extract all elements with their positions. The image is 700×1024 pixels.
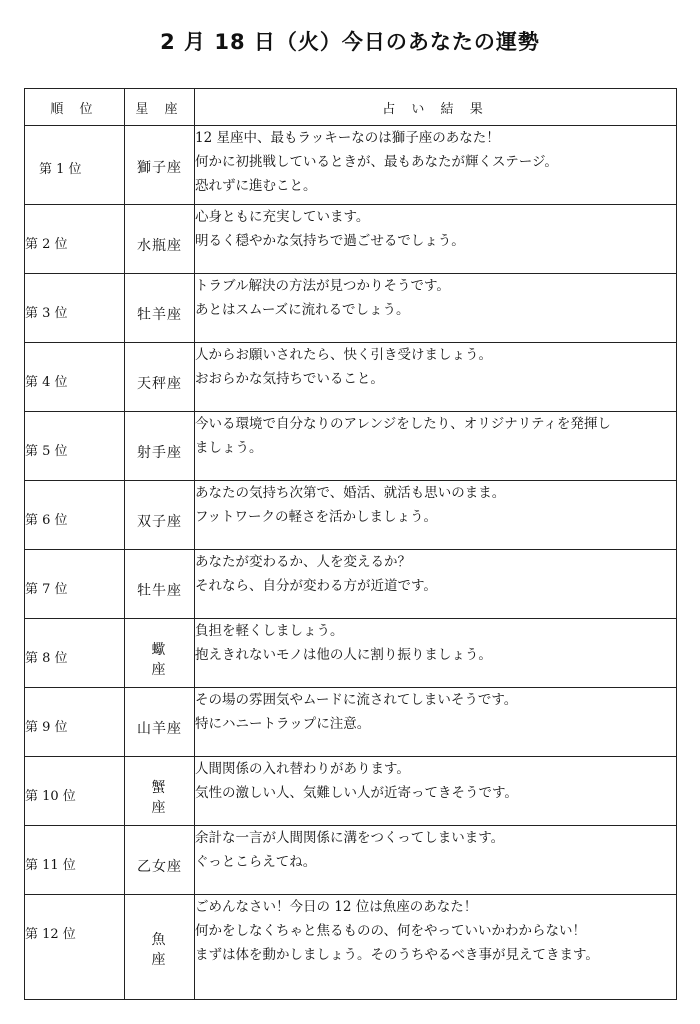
result-cell (195, 126, 677, 205)
sign-cell (125, 205, 195, 274)
sign-cell (125, 619, 195, 688)
result-line: 恐れずに進むこと。 (195, 178, 317, 194)
result-line: 人からお願いされたら、快く引き受けましょう。 (195, 347, 492, 363)
result-line: おおらかな気持ちでいること。 (195, 371, 384, 387)
table-row (25, 895, 677, 1000)
rank-label: 第 11 位 (25, 858, 76, 873)
table-row (25, 688, 677, 757)
rank-cell (25, 895, 125, 1000)
rank-cell (25, 619, 125, 688)
result-line: 人間関係の入れ替わりがあります。 (195, 761, 410, 777)
result-line: ぐっとこらえてね。 (195, 854, 317, 870)
result-cell (195, 481, 677, 550)
rank-cell (25, 205, 125, 274)
result-line: ごめんなさい！今日の 12 位は魚座のあなた！ (195, 899, 478, 915)
rank-cell (25, 274, 125, 343)
result-cell (195, 343, 677, 412)
rank-label: 第 10 位 (25, 789, 76, 804)
table-row (25, 412, 677, 481)
sign-cell (125, 550, 195, 619)
rank-label: 第 5 位 (25, 444, 68, 459)
result-cell (195, 274, 677, 343)
result-cell (195, 688, 677, 757)
rank-label: 第 2 位 (25, 237, 68, 252)
result-line: 今いる環境で自分なりのアレンジをしたり、オリジナリティを発揮し (195, 416, 611, 432)
result-line: 負担を軽くしましょう。 (195, 623, 344, 639)
sign-label: 山羊座 (137, 721, 182, 737)
result-line: それなら、自分が変わる方が近道です。 (195, 578, 437, 594)
rank-cell (25, 343, 125, 412)
rank-label: 第 7 位 (25, 582, 68, 597)
result-line: 気性の激しい人、気難しい人が近寄ってきそうです。 (195, 785, 518, 801)
sign-cell (125, 126, 195, 205)
result-cell (195, 826, 677, 895)
sign-cell (125, 481, 195, 550)
sign-cell (125, 826, 195, 895)
result-line: あなたの気持ち次第で、婚活、就活も思いのまま。 (195, 485, 506, 501)
sign-label: 魚 座 (151, 932, 188, 968)
page-title: 2 月 18 日（火）今日のあなたの運勢 (160, 30, 540, 54)
sign-label: 双子座 (137, 514, 182, 530)
rank-label: 第 8 位 (25, 651, 68, 666)
rank-cell (25, 412, 125, 481)
sign-label: 水瓶座 (137, 238, 182, 254)
table-row (25, 757, 677, 826)
rank-cell (25, 481, 125, 550)
result-cell (195, 895, 677, 1000)
rank-cell (25, 550, 125, 619)
table-header-row (25, 89, 677, 126)
sign-label: 獅子座 (137, 160, 182, 176)
result-line: まずは体を動かしましょう。そのうちやるべき事が見えてきます。 (195, 947, 599, 963)
result-line: ましょう。 (195, 440, 263, 456)
rank-label: 第 12 位 (25, 927, 76, 942)
result-line: 心身ともに充実しています。 (195, 209, 370, 225)
result-line: 何かをしなくちゃと焦るものの、何をやっていいかわからない！ (195, 923, 586, 939)
rank-cell (25, 757, 125, 826)
result-line: トラブル解決の方法が見つかりそうです。 (195, 278, 450, 294)
table-row (25, 205, 677, 274)
sign-label: 蟹 座 (151, 780, 188, 816)
sign-label: 乙女座 (137, 859, 182, 875)
header-sign: 星 座 (125, 89, 195, 126)
rank-cell (25, 126, 125, 205)
table-row (25, 619, 677, 688)
result-line: 抱えきれないモノは他の人に割り振りましょう。 (195, 647, 492, 663)
result-line: 特にハニートラップに注意。 (195, 716, 371, 732)
result-cell (195, 757, 677, 826)
result-line: 余計な一言が人間関係に溝をつくってしまいます。 (195, 830, 505, 846)
table-row (25, 343, 677, 412)
result-line: フットワークの軽さを活かしましょう。 (195, 509, 438, 525)
sign-label: 牡牛座 (137, 583, 182, 599)
table-row (25, 126, 677, 205)
result-line: あなたが変わるか、人を変えるか？ (195, 554, 411, 570)
sign-cell (125, 412, 195, 481)
rank-cell (25, 826, 125, 895)
result-line: 明るく穏やかな気持ちで過ごせるでしょう。 (195, 233, 465, 249)
table-row (25, 826, 677, 895)
table-row (25, 274, 677, 343)
sign-label: 蠍 座 (151, 642, 188, 678)
header-result: 占 い 結 果 (195, 89, 677, 126)
rank-label: 第 3 位 (25, 306, 68, 321)
sign-label: 天秤座 (137, 376, 182, 392)
sign-label: 牡羊座 (137, 307, 182, 323)
result-line: 12 星座中、最もラッキーなのは獅子座のあなた！ (195, 130, 500, 146)
result-cell (195, 619, 677, 688)
result-line: 何かに初挑戦しているときが、最もあなたが輝くステージ。 (195, 154, 558, 170)
sign-cell (125, 274, 195, 343)
table-row (25, 550, 677, 619)
result-cell (195, 550, 677, 619)
sign-cell (125, 895, 195, 1000)
header-rank: 順 位 (25, 89, 125, 126)
result-cell (195, 412, 677, 481)
result-line: あとはスムーズに流れるでしょう。 (195, 302, 410, 318)
result-line: その場の雰囲気やムードに流されてしまいそうです。 (195, 692, 518, 708)
sign-cell (125, 343, 195, 412)
horoscope-ranking-table (24, 88, 677, 1000)
sign-cell (125, 688, 195, 757)
rank-label: 第 6 位 (25, 513, 68, 528)
rank-label: 第 9 位 (25, 720, 68, 735)
rank-label: 第 1 位 (39, 162, 82, 177)
sign-cell (125, 757, 195, 826)
table-row (25, 481, 677, 550)
rank-cell (25, 688, 125, 757)
sign-label: 射手座 (137, 445, 182, 461)
result-cell (195, 205, 677, 274)
rank-label: 第 4 位 (25, 375, 68, 390)
